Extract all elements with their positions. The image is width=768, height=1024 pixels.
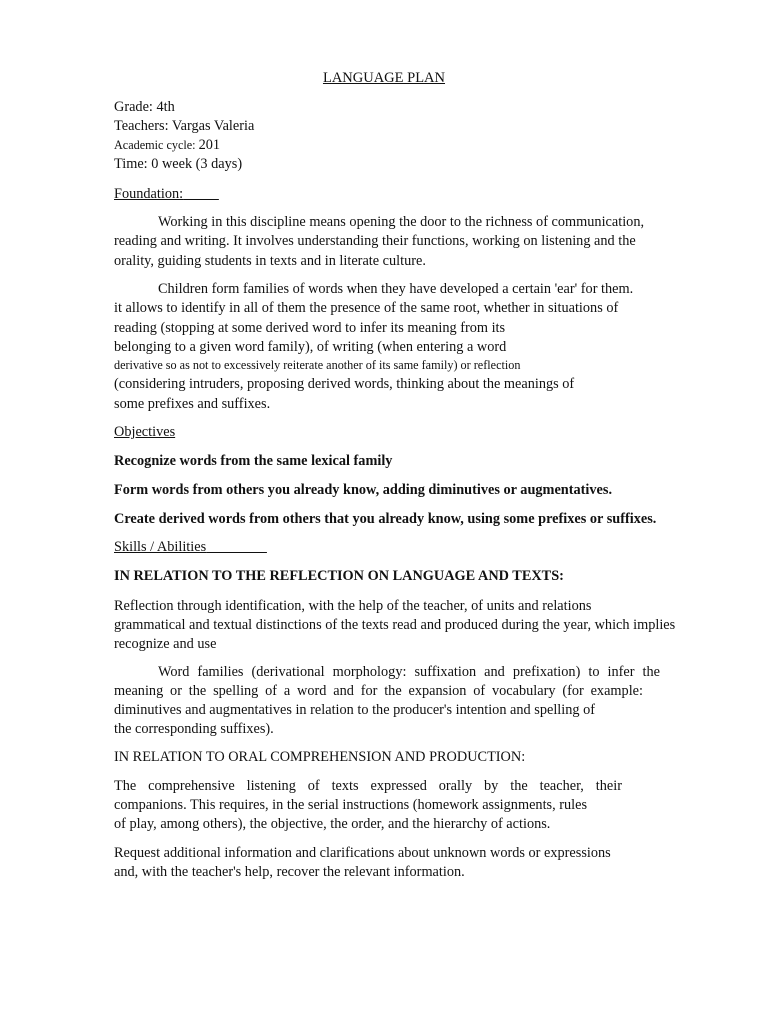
grade-line: Grade: 4th [114, 99, 175, 115]
foundation-p2-line: (considering intruders, proposing derived words, thinking about the meanings of [114, 376, 575, 392]
academic-cycle-value: 201 [198, 137, 221, 153]
reflection-p2-line: the corresponding suffixes). [114, 721, 274, 737]
academic-cycle-line [114, 136, 220, 155]
foundation-p2-line: derivative so as not to excessively reiterate another of its same family) or reflection [114, 358, 521, 372]
foundation-heading: Foundation: [114, 186, 184, 202]
objectives-heading: Objectives [114, 424, 176, 440]
reflection-p1-line: grammatical and textual distinctions of the texts read and produced during the year, which implies [114, 617, 676, 633]
reflection-p1-line: recognize and use [114, 636, 217, 652]
reflection-p2-line: meaning or the spelling of a word and for the expansion of vocabulary (for example: [114, 683, 643, 699]
time-line: Time: 0 week (3 days) [114, 156, 243, 172]
objective-item: Form words from others you already know, adding diminutives or augmentatives. [114, 482, 613, 498]
oral-p2-line: Request additional information and clarifications about unknown words or expressions [114, 845, 611, 861]
teachers-line: Teachers: Vargas Valeria [114, 118, 255, 134]
foundation-p2-line: Children form families of words when they have developed a certain 'ear' for them. [158, 281, 634, 297]
reflection-p2-line: Word families (derivational morphology: suffixation and prefixation) to infer the [158, 664, 660, 680]
reflection-p2-line: diminutives and augmentatives in relation to the producer's intention and spelling of [114, 702, 596, 718]
foundation-p2-line: belonging to a given word family), of writing (when entering a word [114, 339, 507, 355]
oral-p1-line: companions. This requires, in the serial instructions (homework assignments, rules [114, 797, 588, 813]
foundation-p2-line: some prefixes and suffixes. [114, 396, 271, 412]
skills-heading: Skills / Abilities [114, 539, 207, 555]
oral-p1-line: of play, among others), the objective, the order, and the hierarchy of actions. [114, 816, 551, 832]
foundation-p2-line: reading (stopping at some derived word to infer its meaning from its [114, 320, 506, 336]
oral-p1-line: The comprehensive listening of texts expressed orally by the teacher, their [114, 778, 622, 794]
reflection-heading: IN RELATION TO THE REFLECTION ON LANGUAGE AND TEXTS: [114, 568, 564, 584]
academic-cycle-label: Academic cycle: [114, 138, 199, 152]
objective-item: Create derived words from others that you already know, using some prefixes or suffixes. [114, 511, 657, 527]
foundation-p1-line: orality, guiding students in texts and in literate culture. [114, 253, 426, 269]
oral-p2-line: and, with the teacher's help, recover the relevant information. [114, 864, 465, 880]
objective-item: Recognize words from the same lexical family [114, 453, 393, 469]
foundation-p1-line: reading and writing. It involves understanding their functions, working on listening and the [114, 233, 636, 249]
oral-heading: IN RELATION TO ORAL COMPREHENSION AND PRODUCTION: [114, 749, 526, 765]
foundation-p2-line: it allows to identify in all of them the presence of the same root, whether in situations of [114, 300, 619, 316]
reflection-p1-line: Reflection through identification, with the help of the teacher, of units and relations [114, 598, 592, 614]
foundation-p1-line: Working in this discipline means opening the door to the richness of communication, [158, 214, 645, 230]
document-title: LANGUAGE PLAN [322, 70, 446, 86]
